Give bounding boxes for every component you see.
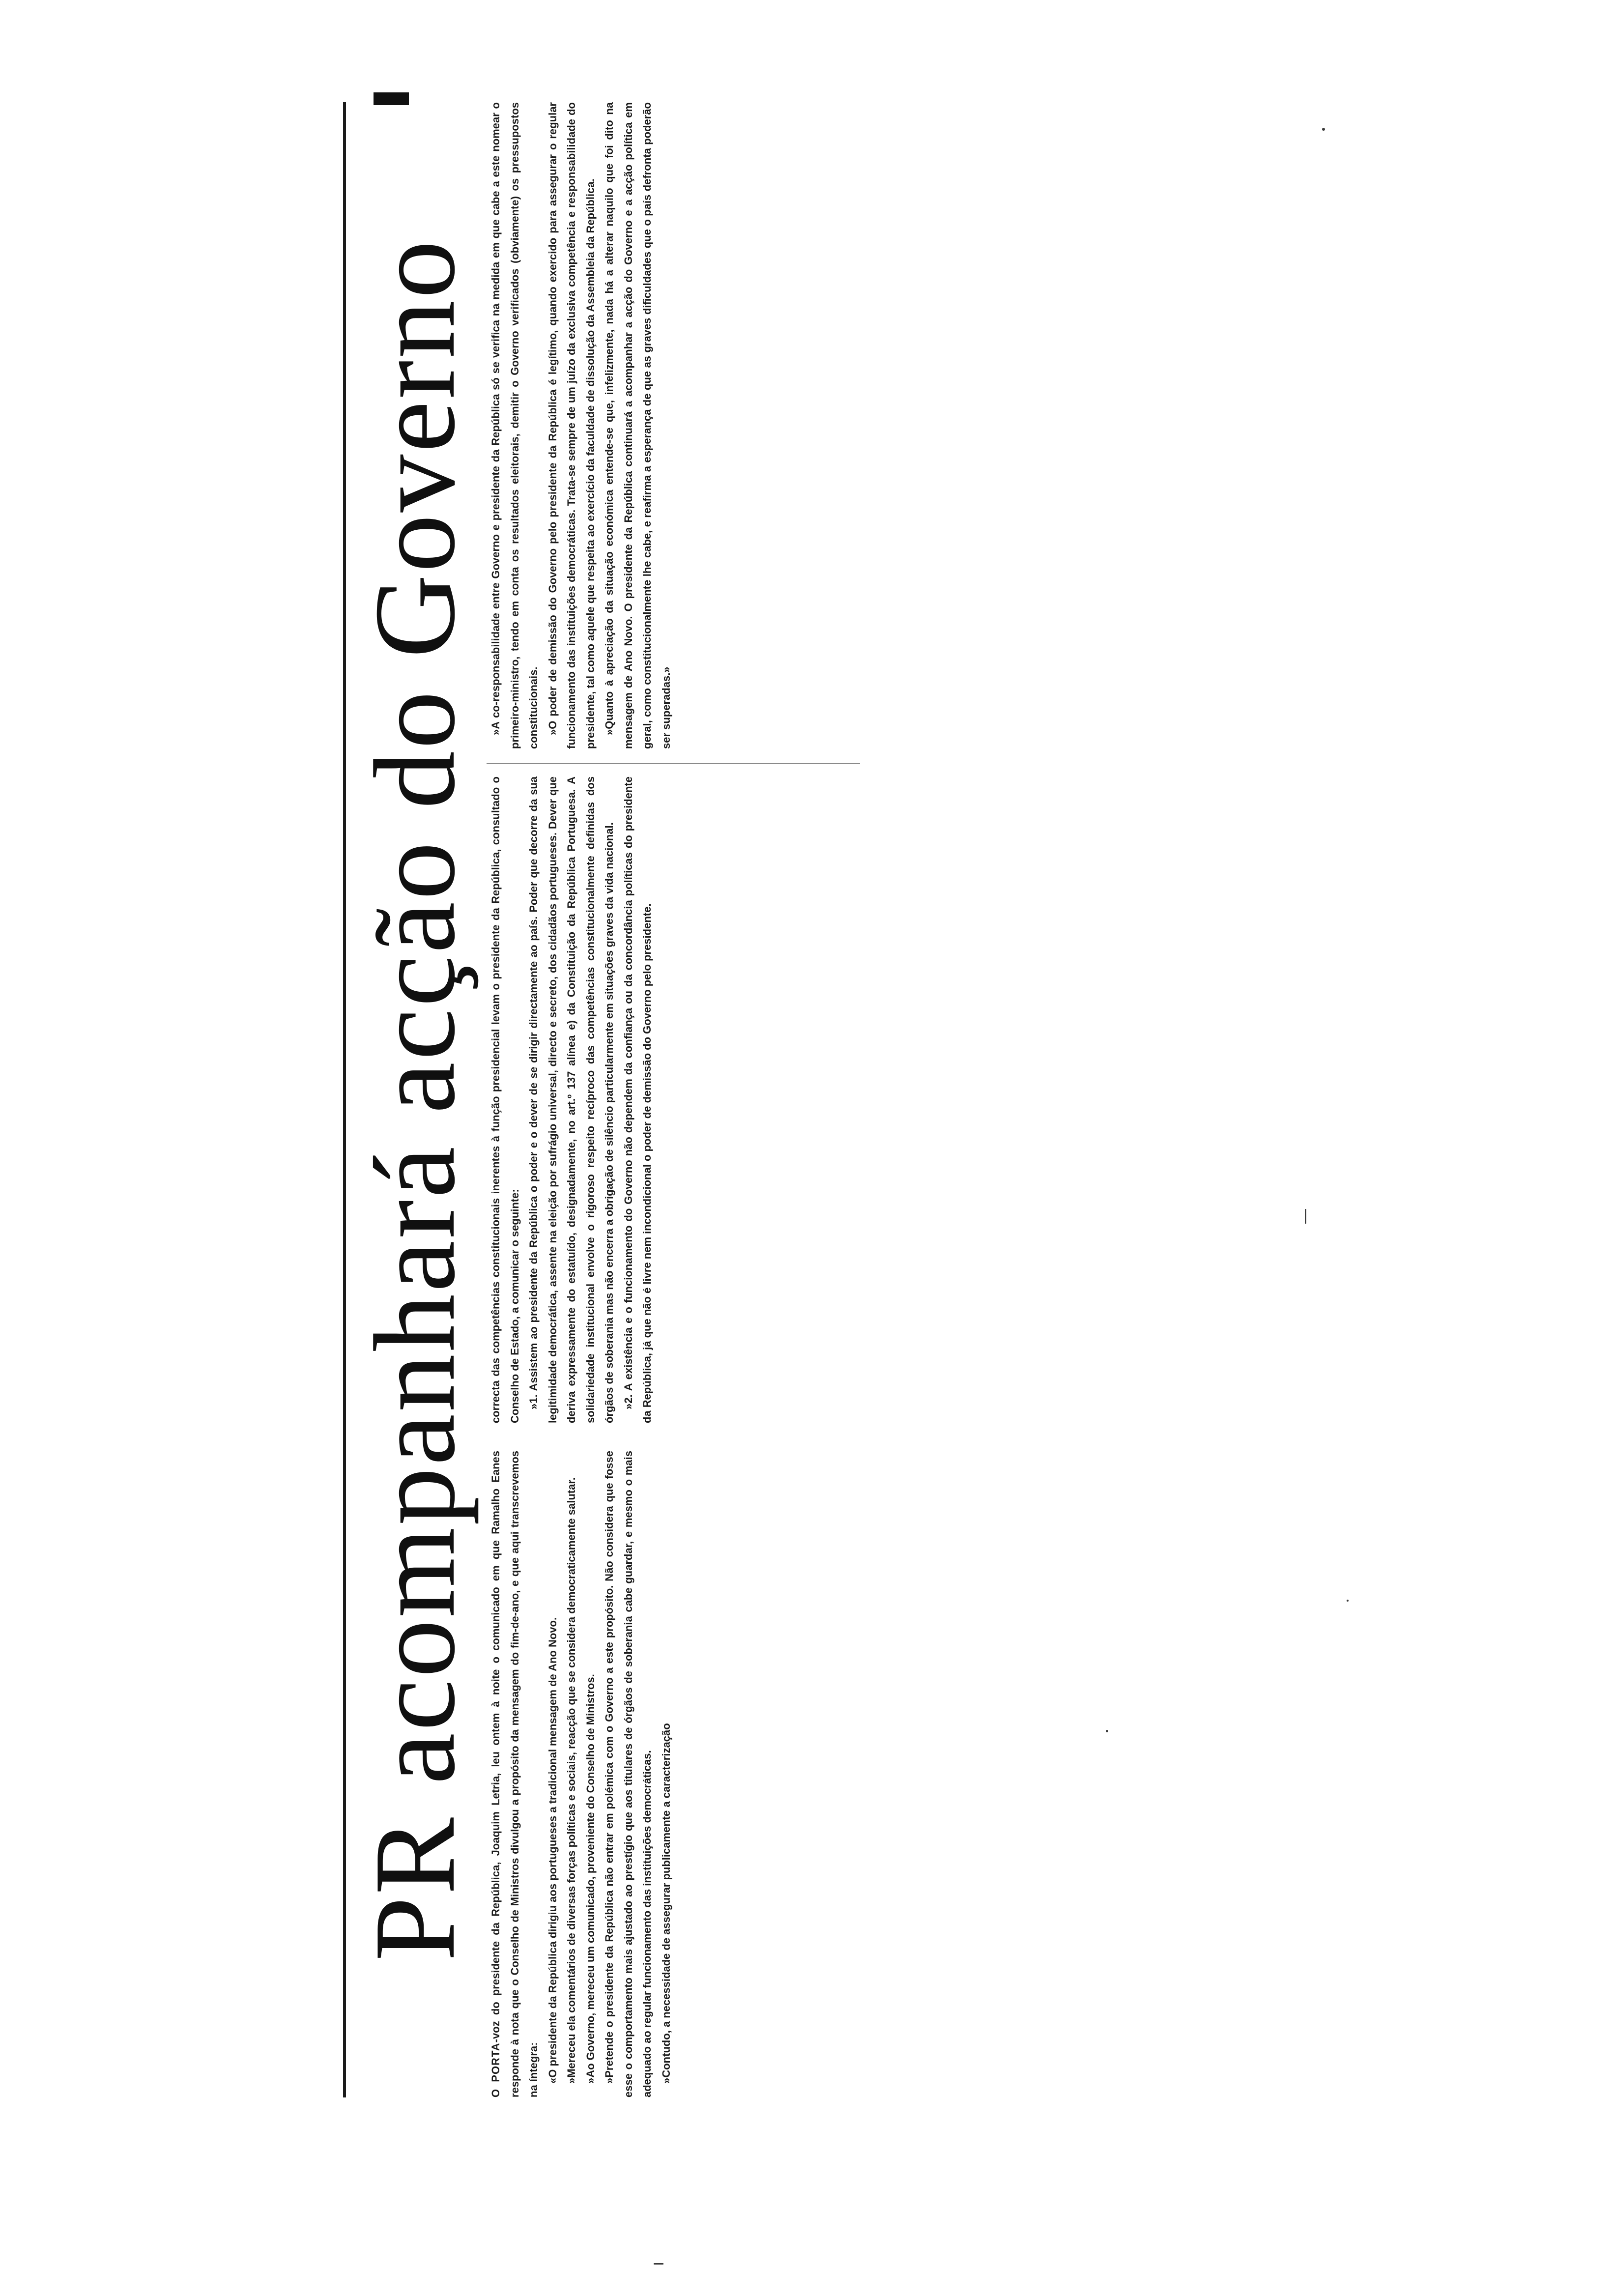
paragraph-lead: O PORTA xyxy=(489,2042,502,2097)
scan-speck xyxy=(1305,1209,1306,1224)
article-body xyxy=(487,102,870,2097)
paragraph: »A co-responsabilidade entre Governo e presidente da República só se verifica na medida em que cabe a este nomear o primeiro-ministro, tendo em conta os resultados eleitorais, demitir o Governo verificados (obviamente) os pressupostos constitucionais. xyxy=(489,102,540,749)
paragraph xyxy=(487,1451,544,2097)
paragraph: »O poder de demissão do Governo pelo presidente da República é legítimo, quando exercido para assegurar o regular funcionamento das instituições democráticas. Trata-se sempre de um juízo da exclusiva competência e responsabilidade do presidente, tal como aquele que respeita ao exercício da faculdade de dissolução da Assembleia da República. xyxy=(546,102,597,749)
paragraph: »Quanto à apreciação da situação económica entende-se que, infelizmente, nada há a alterar naquilo que foi dito na mensagem de Ano Novo. O presidente da República continuará a acompanhar a acção do Governo e a acção política em geral, como constitucionalmente lhe cabe, e reafirma a esperança de que as graves dificuldades que o país defronta poderão ser superadas.» xyxy=(603,102,672,749)
paragraph: «O presidente da República dirigiu aos portugueses a tradicional mensagem de Ano Novo. xyxy=(546,1617,559,2084)
paragraph-text: -voz do presidente da República, Joaquim Letria, leu ontem à noite o comunicado em que Ramalho Eanes responde à nota que o Conselho de Ministros divulgou a propósito da mensagem do fim-de-ano, e que aqui transcrevemos na íntegra: xyxy=(489,1451,540,2097)
paragraph: »2. A existência e o funcionamento do Governo não dependem da confiança ou da concordância políticas do presidente da República, já que não é livre nem incondicional o poder de demissão do Governo pelo presidente. xyxy=(622,776,653,1423)
column-rule xyxy=(343,102,346,2097)
newspaper-article xyxy=(343,102,889,2097)
paragraph: »Pretende o presidente da República não entrar em polémica com o Governo a este propósito. Não considera que fosse esse o comportamento mais ajustado ao prestígio que aos titulares de órgãos de soberania cabe guardar, e mesmo o mais adequado ao regular funcionamento das instituições democráticas. xyxy=(603,1451,653,2097)
scan-speck xyxy=(1322,128,1325,131)
article-column-3 xyxy=(487,102,870,749)
article-headline: PR acompanhará acção do Governo xyxy=(351,238,479,1961)
scan-speck xyxy=(1347,1600,1349,1602)
article-column-1 xyxy=(487,1451,870,2097)
paragraph: »1. Assistem ao presidente da República o poder e o dever de se dirigir directamente ao país. Poder que decorre da sua legitimidade democrática, assente na eleição por sufrágio universal, directo e secreto, dos cidadãos portugueses. Dever que deriva expressamente do estatuído, designadamente, no art.º 137 alínea e) da Constituição da República Portuguesa. A solidariedade institucional envolve o rigoroso respeito recíproco das competências constitucionalmente definidas dos órgãos de soberania mas não encerra a obrigação de silêncio particularmente em situações graves da vida nacional. xyxy=(527,776,615,1423)
paragraph: »Ao Governo, mereceu um comunicado, proveniente do Conselho de Ministros. xyxy=(584,1674,597,2084)
paragraph: »Contudo, a necessidade de assegurar publicamente a caracterização xyxy=(660,1723,672,2084)
column-divider xyxy=(487,763,860,764)
scan-speck xyxy=(1106,1730,1108,1732)
scan-speck xyxy=(654,2263,663,2265)
article-column-2 xyxy=(487,776,870,1423)
paragraph: »Mereceu ela comentários de diversas forças políticas e sociais, reacção que se considera democraticamente salutar. xyxy=(565,1477,577,2084)
paragraph: correcta das competências constitucionais inerentes à função presidencial levam o presidente da República, consultado o Conselho de Estado, a comunicar o seguinte: xyxy=(489,776,521,1423)
